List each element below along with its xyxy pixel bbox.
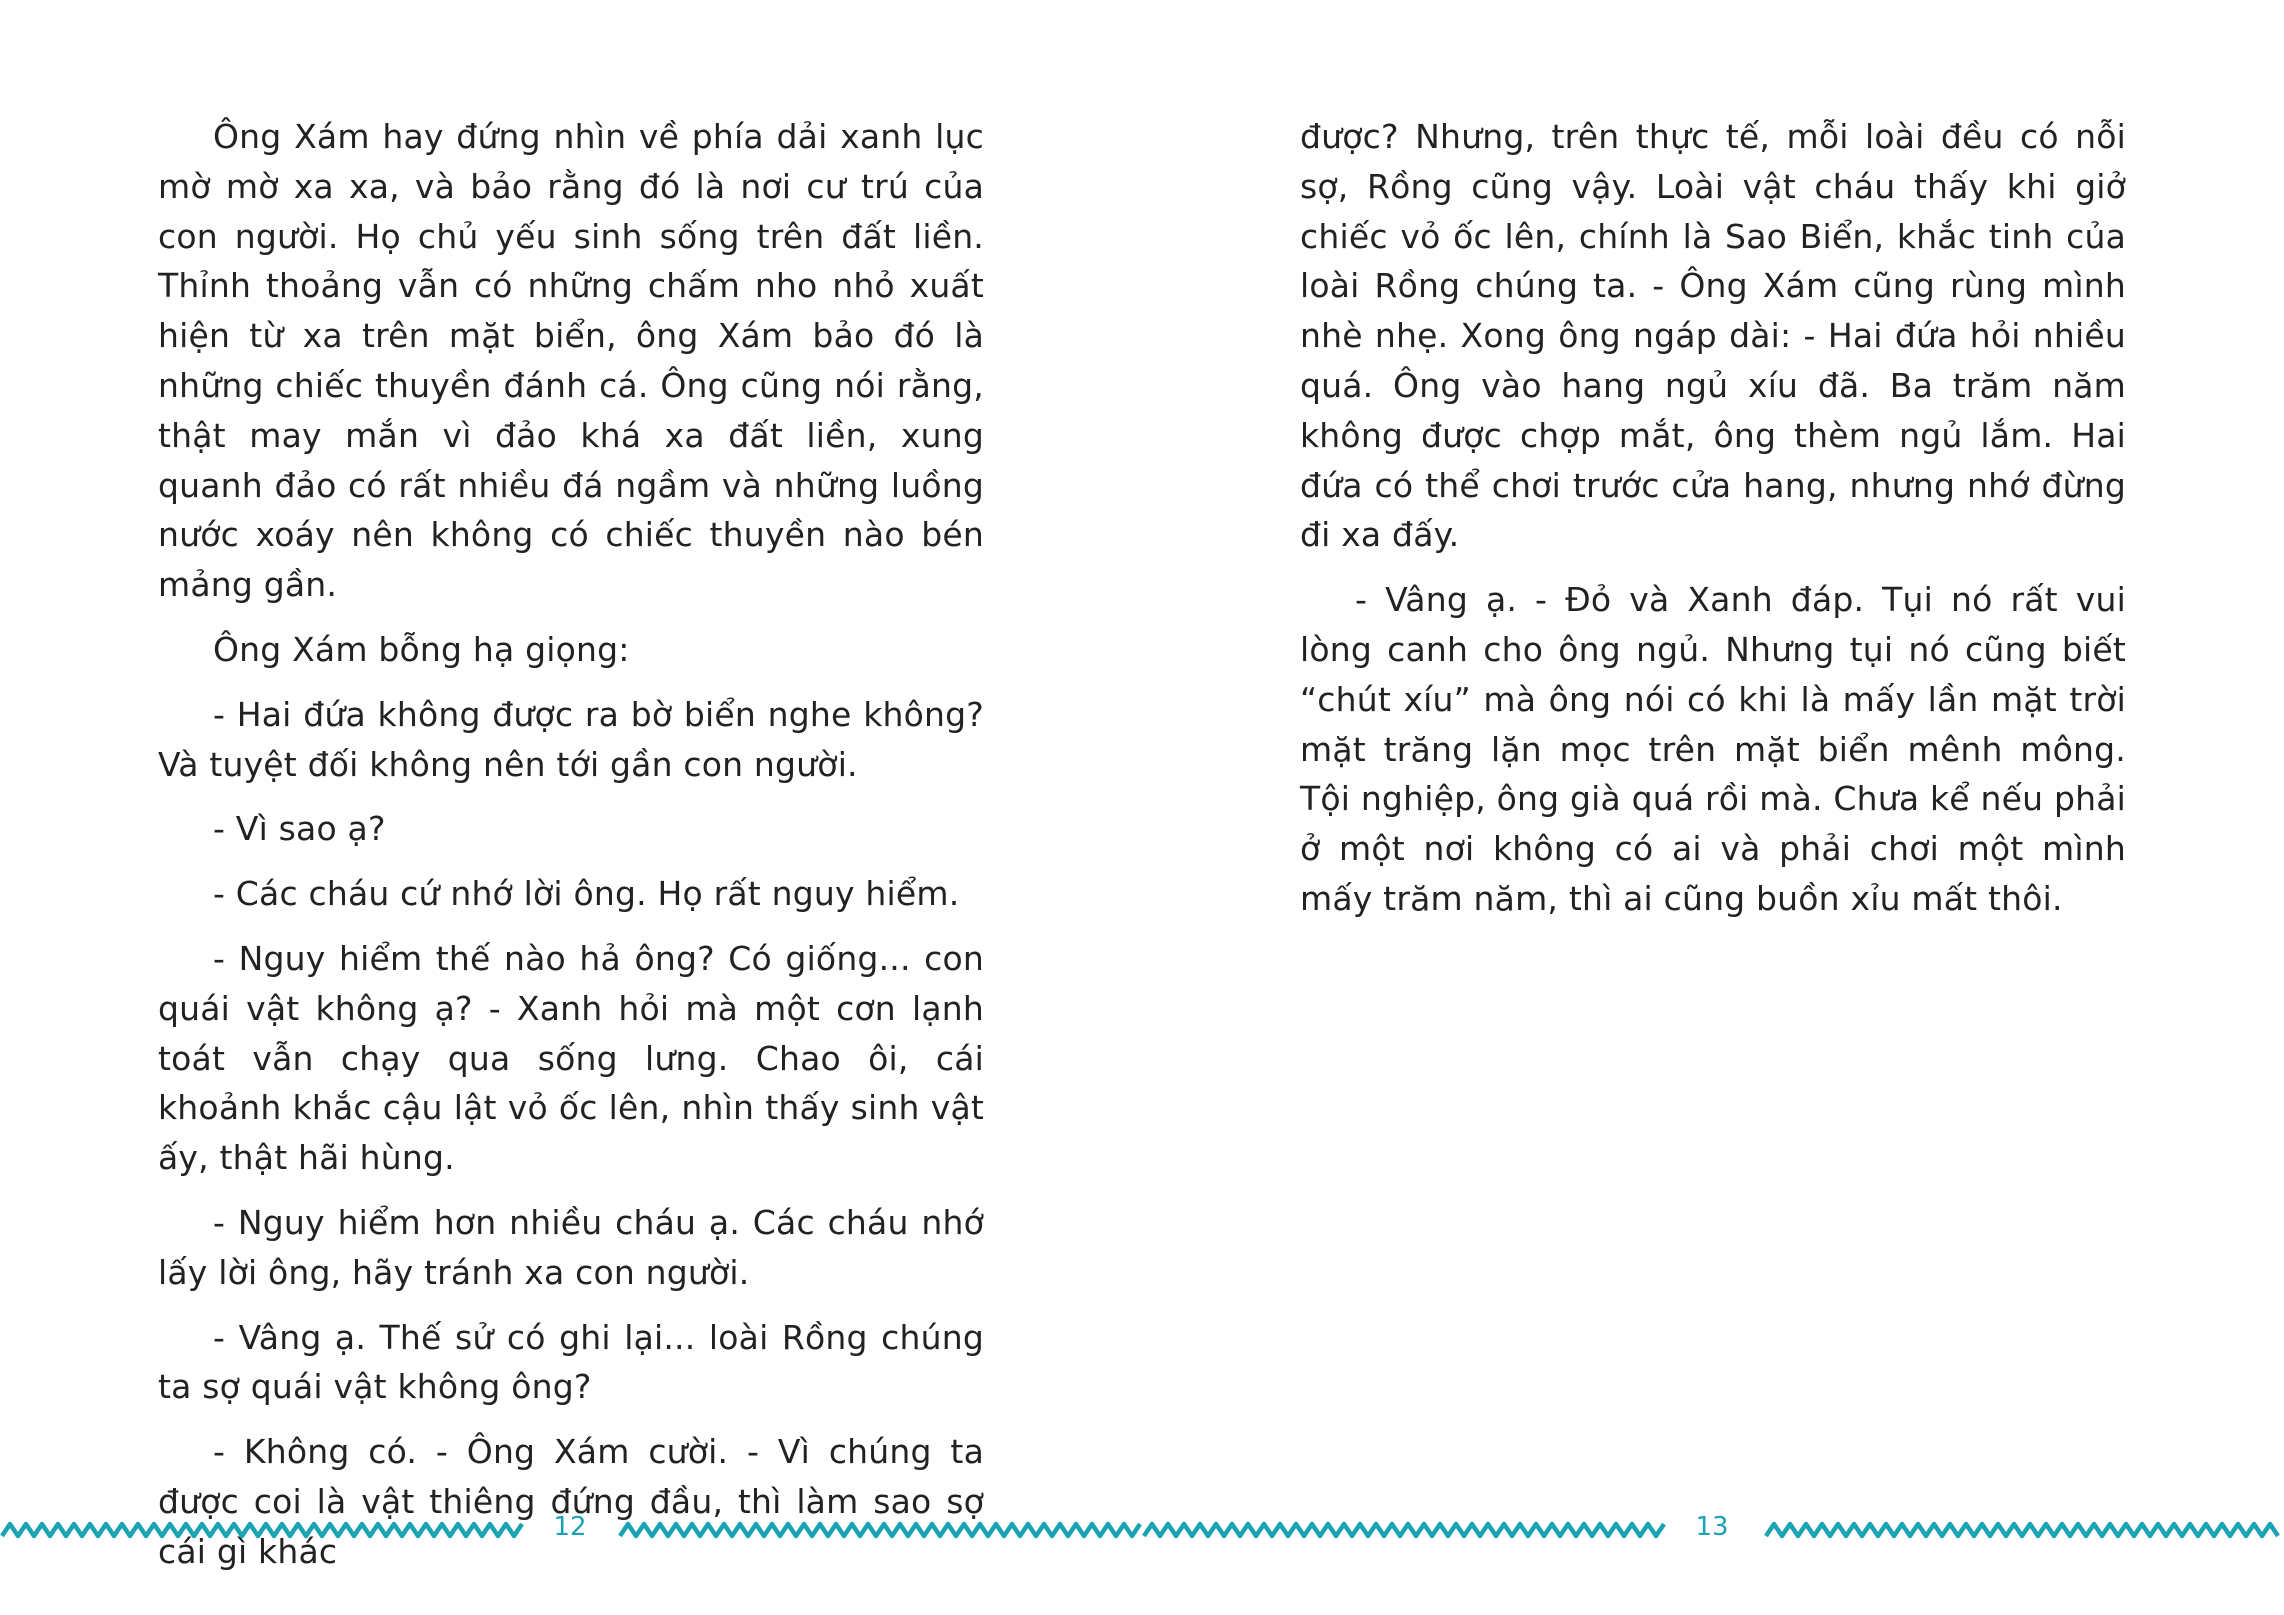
wave-line	[1766, 1524, 2278, 1536]
continued-paragraph: được? Nhưng, trên thực tế, mỗi loài đều có nỗi sợ, Rồng cũng vậy. Loài vật cháu thấy khi giở chiếc vỏ ốc lên, chính là Sao Biển, khắc tinh của loài Rồng chúng ta. - Ông Xám cũng rùng mình nhè nhẹ. Xong ông ngáp dài: - Hai đứa hỏi nhiều quá. Ông vào hang ngủ xíu đã. Ba trăm năm không được chợp mắt, ông thèm ngủ lắm. Hai đứa có thể chơi trước cửa hang, nhưng nhớ đừng đi xa đấy.	[1300, 117, 2126, 555]
footer-wave-icon	[618, 1514, 1142, 1544]
paragraph: Ông Xám bỗng hạ giọng:	[213, 629, 630, 669]
footer-wave-icon	[1142, 1514, 1670, 1544]
left-page-text	[158, 112, 984, 1592]
footer-wave-icon	[1764, 1514, 2284, 1544]
wave-line	[620, 1524, 1140, 1536]
page-number: 13	[1695, 1512, 1729, 1542]
paragraph: Ông Xám hay đứng nhìn về phía dải xanh lục mờ mờ xa xa, và bảo rằng đó là nơi cư trú của con người. Họ chủ yếu sinh sống trên đất liền. Thỉnh thoảng vẫn có những chấm nho nhỏ xuất hiện từ xa trên mặt biển, ông Xám bảo đó là những chiếc thuyền đánh cá. Ông cũng nói rằng, thật may mắn vì đảo khá xa đất liền, xung quanh đảo có rất nhiều đá ngầm và những luồng nước xoáy nên không có chiếc thuyền nào bén mảng gần.	[158, 117, 984, 605]
paragraph: - Hai đứa không được ra bờ biển nghe không? Và tuyệt đối không nên tới gần con người.	[158, 694, 984, 784]
right-page-text	[1300, 112, 2126, 939]
paragraph: - Nguy hiểm thế nào hả ông? Có giống... con quái vật không ạ? - Xanh hỏi mà một cơn lạnh toát vẫn chạy qua sống lưng. Chao ôi, cái khoảnh khắc cậu lật vỏ ốc lên, nhìn thấy sinh vật ấy, thật hãi hùng.	[158, 938, 984, 1178]
wave-line	[1144, 1524, 1664, 1536]
footer-wave-icon	[0, 1514, 525, 1544]
paragraph: - Nguy hiểm hơn nhiều cháu ạ. Các cháu nhớ lấy lời ông, hãy tránh xa con người.	[158, 1202, 984, 1292]
paragraph: - Các cháu cứ nhớ lời ông. Họ rất nguy hiểm.	[213, 874, 960, 914]
page-number: 12	[553, 1512, 587, 1542]
paragraph: - Không có. - Ông Xám cười. - Vì chúng ta được coi là vật thiêng đứng đầu, thì làm sao sợ cái gì khác	[158, 1432, 984, 1571]
paragraph: - Vì sao ạ?	[213, 809, 386, 849]
paragraph: - Vâng ạ. - Đỏ và Xanh đáp. Tụi nó rất vui lòng canh cho ông ngủ. Nhưng tụi nó cũng biết “chút xíu” mà ông nói có khi là mấy lần mặt trời mặt trăng lặn mọc trên mặt biển mênh mông. Tội nghiệp, ông già quá rồi mà. Chưa kể nếu phải ở một nơi không có ai và phải chơi một mình mấy trăm năm, thì ai cũng buồn xỉu mất thôi.	[1300, 580, 2126, 918]
wave-line	[2, 1524, 522, 1536]
right-page	[1142, 0, 2284, 1615]
paragraph: - Vâng ạ. Thế sử có ghi lại... loài Rồng chúng ta sợ quái vật không ông?	[158, 1317, 984, 1407]
